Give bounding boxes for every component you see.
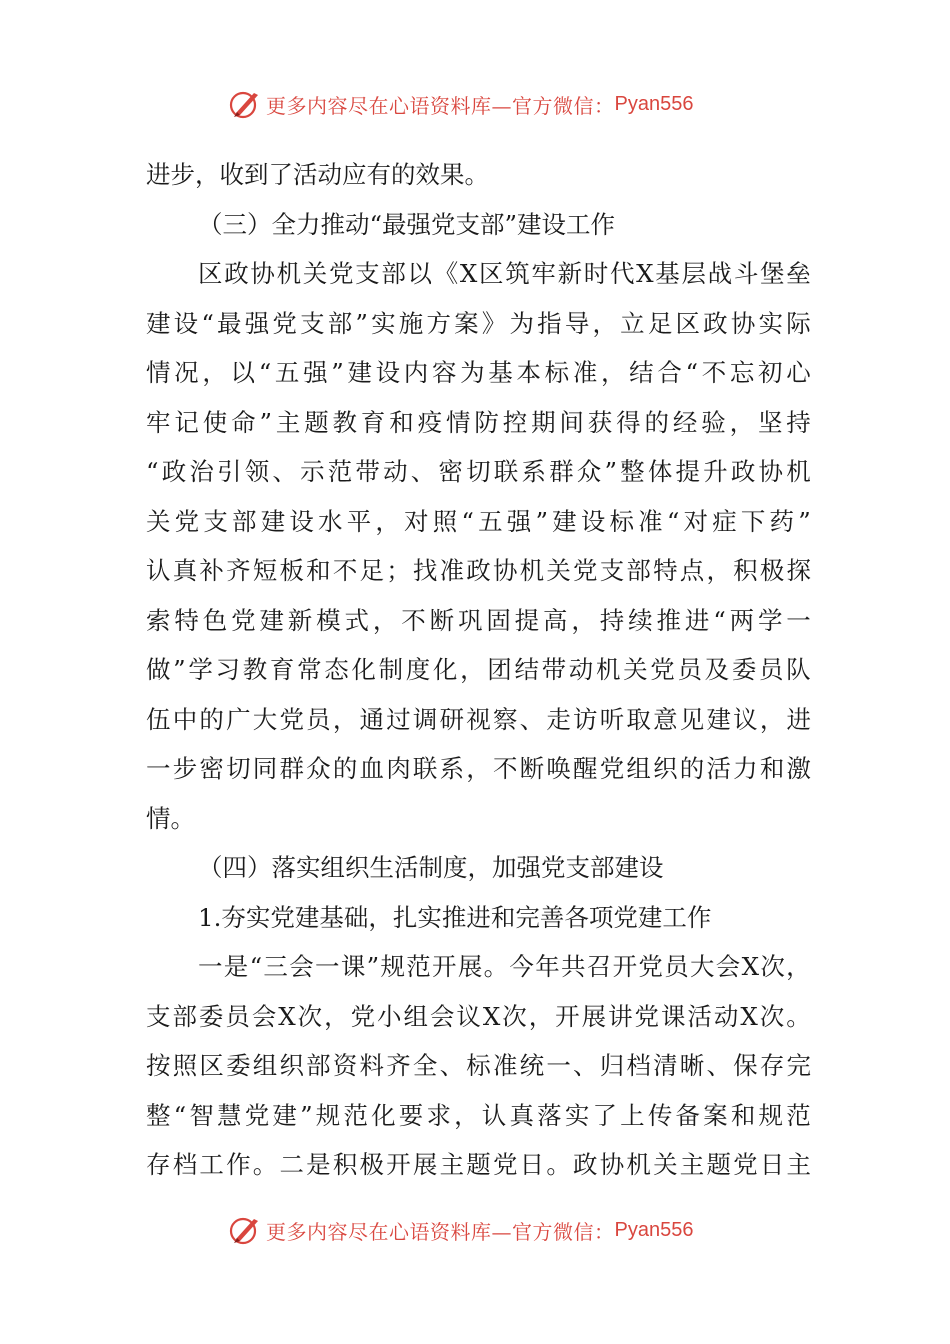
document-body: [146, 150, 811, 1190]
watermark-wechat-id: Pyan556: [614, 1218, 694, 1241]
text-line: 一 步 密 切 同 群 众 的 血 肉 联 系 ， 不 断 唤 醒 党 组 织 的 活 力 和 激: [146, 754, 811, 783]
text-line: 情。: [146, 803, 195, 833]
text-line: （三）全力推动“最强党支部”建设工作: [198, 209, 616, 239]
text-line: （四）落实组织生活制度，加强党支部建设: [198, 853, 664, 882]
pen-logo-icon: [228, 1213, 262, 1247]
text-line: 做 ” 学 习 教 育 常 态 化 制 度 化 ， 团 结 带 动 机 关 党 员 及 委 员 队: [146, 655, 811, 684]
text-line: 支 部 委 员 会 X 次 ， 党 小 组 会 议 X 次 ， 开 展 讲 党 课 活 动 X 次 。: [146, 1001, 811, 1031]
text-line: 整 “ 智 慧 党 建 ” 规 范 化 要 求 ， 认 真 落 实 了 上 传 备 案 和 规 范: [146, 1100, 811, 1130]
text-line: 一 是 “ 三 会 一 课 ” 规 范 开 展 。 今 年 共 召 开 党 员 大 会 X 次 ，: [198, 952, 811, 981]
watermark-header: [228, 84, 748, 124]
text-line: 区 政 协 机 关 党 支 部 以 《 X 区 筑 牢 新 时 代 X 基 层 战 斗 堡 垒: [198, 259, 811, 288]
text-line: 伍 中 的 广 大 党 员 ， 通 过 调 研 视 察 、 走 访 听 取 意 见 建 议 ， 进: [146, 704, 811, 734]
text-line: 情 况 ， 以 “ 五 强 ” 建 设 内 容 为 基 本 标 准 ， 结 合 “ 不 忘 初 心: [146, 358, 811, 387]
watermark-wechat-id: Pyan556: [614, 92, 694, 115]
watermark-footer: [228, 1210, 748, 1250]
text-line: 1.夯实党建基础，扎实推进和完善各项党建工作: [198, 902, 712, 932]
text-line: 存 档 工 作 。 二 是 积 极 开 展 主 题 党 日 。 政 协 机 关 主 题 党 日 主: [146, 1150, 811, 1179]
text-line: 建 设 “ 最 强 党 支 部 ” 实 施 方 案 》 为 指 导 ， 立 足 区 政 协 实 际: [146, 308, 811, 338]
watermark-text: 更多内容尽在心语资料库—官方微信：: [266, 93, 615, 118]
text-line: “ 政 治 引 领 、 示 范 带 动 、 密 切 联 系 群 众 ” 整 体 提 升 政 协 机: [146, 457, 811, 486]
text-line: 按 照 区 委 组 织 部 资 料 齐 全 、 标 准 统 一 、 归 档 清 晰 、 保 存 完: [146, 1051, 811, 1080]
text-line: 关 党 支 部 建 设 水 平 ， 对 照 “ 五 强 ” 建 设 标 准 “ 对 症 下 药 ”: [146, 506, 811, 536]
text-line: 认 真 补 齐 短 板 和 不 足 ； 找 准 政 协 机 关 党 支 部 特 点 ， 积 极 探: [146, 556, 811, 585]
text-line: 索 特 色 党 建 新 模 式 ， 不 断 巩 固 提 高 ， 持 续 推 进 “ 两 学 一: [146, 605, 811, 635]
text-line: 牢 记 使 命 ” 主 题 教 育 和 疫 情 防 控 期 间 获 得 的 经 验 ， 坚 持: [146, 407, 811, 437]
pen-logo-icon: [228, 87, 262, 121]
text-line: 进步，收到了活动应有的效果。: [146, 160, 489, 189]
watermark-text: 更多内容尽在心语资料库—官方微信：: [266, 1219, 615, 1244]
